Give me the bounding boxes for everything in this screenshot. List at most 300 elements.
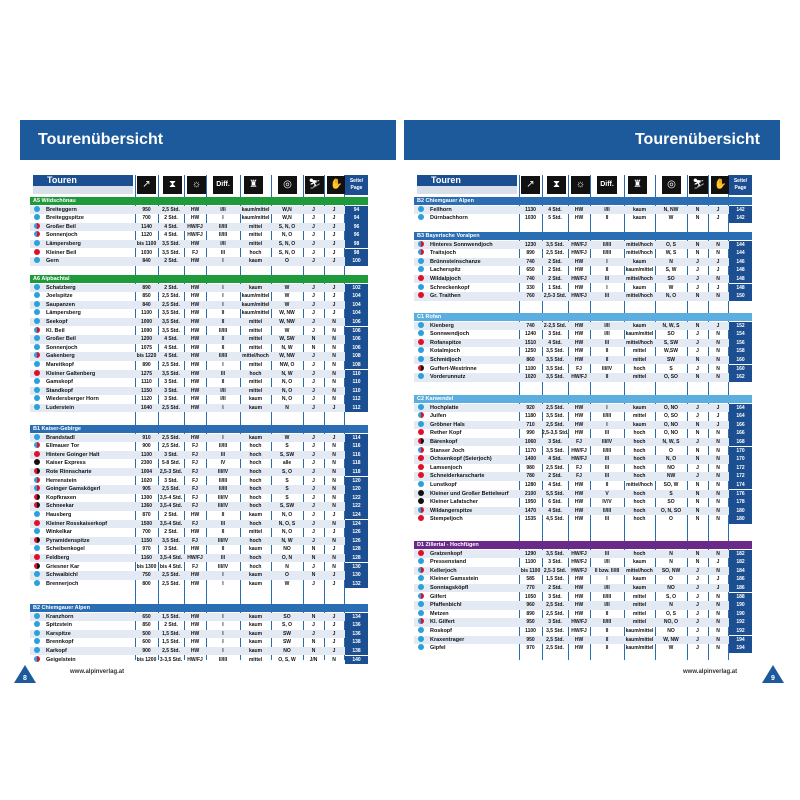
table-row[interactable] [414,284,752,293]
table-row[interactable] [30,327,368,336]
page-title-left: Tourenübersicht [38,131,164,148]
table-row[interactable] [30,638,368,647]
table-row[interactable] [414,584,752,593]
page-reference[interactable]: 164 [729,412,752,421]
option-2: J [332,434,336,441]
table-row[interactable] [414,429,752,438]
page-reference[interactable]: 142 [729,214,752,223]
page-reference[interactable]: 152 [729,322,752,331]
exposition: S, O [281,468,292,475]
tour-name: Griesner Kar [46,563,80,570]
page-reference[interactable]: 146 [729,258,752,267]
table-row[interactable] [414,575,752,584]
option-1: J [696,464,699,471]
table-row[interactable] [30,494,368,503]
difficulty: II [605,636,609,643]
table-row[interactable] [30,335,368,344]
option-2: N [716,516,720,523]
page-reference[interactable]: 94 [345,206,368,215]
table-row[interactable] [30,656,368,665]
table-row[interactable] [414,481,752,490]
option-2: J [332,240,336,247]
page-reference[interactable]: 102 [345,284,368,293]
option-2: N [332,451,336,458]
page-reference[interactable]: 94 [345,214,368,223]
page-reference[interactable]: 100 [345,257,368,266]
page-reference[interactable]: 174 [729,481,752,490]
table-row[interactable] [30,214,368,223]
page-reference[interactable]: 98 [345,240,368,249]
table-row[interactable] [30,240,368,249]
table-row[interactable] [414,356,752,365]
page-reference[interactable]: 192 [729,618,752,627]
exposition: S, SW [663,339,679,346]
tour-name: Sonntagsköpfl [430,584,469,591]
table-row[interactable] [414,421,752,430]
exposition: O [669,516,673,523]
tour-type: HW [574,584,584,591]
red-black-difficulty-dot-icon [34,468,40,474]
table-row[interactable] [414,507,752,516]
difficulty: I [222,580,224,587]
altitude: 980 [526,464,535,471]
page-reference[interactable]: 136 [345,630,368,639]
table-row[interactable] [30,563,368,572]
option-2: J [716,421,720,428]
blue-red-difficulty-dot-icon [34,442,40,448]
table-row[interactable] [414,472,752,481]
option-1: N [695,456,700,463]
table-row[interactable] [30,554,368,563]
page-reference[interactable]: 160 [729,356,752,365]
option-2: N [716,438,720,445]
table-row[interactable] [414,455,752,464]
table-row[interactable] [414,292,752,301]
difficulty: III [220,520,226,527]
altitude: 1020 [524,374,537,381]
page-reference[interactable]: 186 [729,575,752,584]
table-row[interactable] [30,571,368,580]
blue-difficulty-dot-icon [34,387,40,393]
table-row[interactable] [30,352,368,361]
blue-difficulty-dot-icon [34,647,40,653]
table-row[interactable] [30,459,368,468]
page-reference[interactable]: 130 [345,571,368,580]
page-reference[interactable]: 168 [729,438,752,447]
table-row[interactable] [30,292,368,301]
exposition: SO [667,331,675,338]
table-row[interactable] [414,214,752,223]
exposition: W [668,284,674,291]
page-reference[interactable]: 104 [345,292,368,301]
table-row[interactable] [30,387,368,396]
difficulty: I/II [220,387,226,394]
table-row[interactable] [30,528,368,537]
page-reference[interactable]: 116 [345,451,368,460]
table-row[interactable] [30,630,368,639]
page-reference[interactable]: 140 [345,656,368,665]
page-reference[interactable]: 118 [345,468,368,477]
option-1: J [312,451,315,458]
avalanche-risk: kaum [632,559,647,566]
table-row[interactable] [414,241,752,250]
page-reference[interactable]: 182 [729,558,752,567]
table-row[interactable] [30,613,368,622]
page-reference[interactable]: 98 [345,249,368,258]
difficulty: II/III [218,327,228,334]
option-2: N [716,293,720,300]
ascent-time: 5-8 Std. [161,460,181,467]
page-reference[interactable]: 110 [345,370,368,379]
tours-table-right [414,175,752,660]
page-reference[interactable]: 120 [345,485,368,494]
table-row[interactable] [414,266,752,275]
table-row[interactable] [30,370,368,379]
blue-red-difficulty-dot-icon [418,567,424,573]
page-reference[interactable]: 180 [729,507,752,516]
difficulty: III [604,293,610,300]
table-row[interactable] [414,558,752,567]
page-reference[interactable]: 164 [729,404,752,413]
tour-type: HW [190,511,200,518]
table-row[interactable] [30,404,368,413]
difficulty: V [605,490,609,497]
ascent-time: 4 Std. [548,339,562,346]
exposition: N, O [665,293,677,300]
avalanche-risk: hoch [633,473,646,480]
option-1: J [312,460,315,467]
red-difficulty-dot-icon [418,292,424,298]
page-reference[interactable]: 154 [729,330,752,339]
altitude: 1050 [524,593,537,600]
page-reference[interactable]: 120 [345,477,368,486]
difficulty: III [604,339,610,346]
exposition: NO, O [663,619,679,626]
page-reference[interactable]: 142 [729,206,752,215]
page-reference[interactable]: 96 [345,231,368,240]
table-row[interactable] [30,485,368,494]
tour-type: FJ [192,477,198,484]
table-row[interactable] [414,644,752,653]
difficulty: I [222,639,224,646]
table-row[interactable] [414,206,752,215]
table-row[interactable] [414,249,752,258]
option-1: N [695,481,700,488]
exposition: W,SW [664,348,678,355]
option-2: N [332,379,336,386]
table-row[interactable] [414,339,752,348]
website-link-right[interactable]: www.alpinverlag.at [683,669,738,675]
table-row[interactable] [414,636,752,645]
avalanche-risk: kaum/mittel [241,301,270,308]
table-row[interactable] [30,520,368,529]
red-difficulty-dot-icon [418,455,424,461]
page-reference[interactable]: 112 [345,395,368,404]
table-row[interactable] [30,502,368,511]
table-row[interactable] [414,412,752,421]
page-reference[interactable]: 166 [729,429,752,438]
table-row[interactable] [414,447,752,456]
table-row[interactable] [414,627,752,636]
page-reference[interactable]: 158 [729,347,752,356]
table-row[interactable] [30,395,368,404]
option-2: N [332,486,336,493]
table-row[interactable] [414,275,752,284]
option-1: N [311,336,316,343]
ascent-time: 2,5 Std. [546,250,564,257]
blue-difficulty-dot-icon [418,644,424,650]
table-row[interactable] [30,442,368,451]
table-row[interactable] [30,223,368,232]
exposition: W [668,215,674,222]
table-row[interactable] [414,610,752,619]
ascent-time: 3 Std. [164,396,178,403]
option-2: N [716,365,720,372]
table-row[interactable] [414,322,752,331]
table-row[interactable] [414,365,752,374]
page-reference[interactable]: 96 [345,223,368,232]
page-reference[interactable]: 106 [345,318,368,327]
page-reference[interactable]: 180 [729,515,752,524]
page-reference[interactable]: 122 [345,502,368,511]
ascent-time: 1 Std. [548,284,562,291]
tour-name: Kellerjoch [430,567,457,574]
difficulty: I [222,572,224,579]
avalanche-risk: kaum [248,434,263,441]
page-reference[interactable]: 124 [345,511,368,520]
ascent-time: 3,5 Std. [162,537,180,544]
option-2: N [332,387,336,394]
table-row[interactable] [30,434,368,443]
option-1: N [695,421,700,428]
page-reference[interactable]: 172 [729,464,752,473]
option-1: J [696,413,699,420]
table-row[interactable] [30,309,368,318]
option-2: N [716,456,720,463]
altitude: 1360 [140,503,153,510]
page-reference[interactable]: 190 [729,601,752,610]
page-reference[interactable]: 122 [345,494,368,503]
page-reference[interactable]: 150 [729,292,752,301]
tour-name: Juifen [430,413,447,420]
avalanche-risk: mittel [248,379,263,386]
page-reference[interactable]: 192 [729,627,752,636]
table-row[interactable] [30,231,368,240]
table-row[interactable] [414,464,752,473]
table-row[interactable] [30,537,368,546]
table-row[interactable] [30,511,368,520]
page-reference[interactable]: 184 [729,567,752,576]
page-reference[interactable]: 166 [729,421,752,430]
table-row[interactable] [414,258,752,267]
difficulty: III [604,516,610,523]
blue-difficulty-dot-icon [34,511,40,517]
difficulty: I [222,647,224,654]
tour-type: HW [190,336,200,343]
ascent-time-icon: ⧗ [163,176,182,194]
avalanche-risk: hoch [249,477,262,484]
red-difficulty-dot-icon [418,550,424,556]
table-row[interactable] [30,477,368,486]
table-row[interactable] [30,621,368,630]
page-reference[interactable]: 104 [345,301,368,310]
altitude: 1120 [141,396,152,403]
table-row[interactable] [30,301,368,310]
table-row[interactable] [414,404,752,413]
altitude: 1300 [140,494,153,501]
page-reference[interactable]: 186 [729,584,752,593]
exposition: W,N [282,206,292,213]
page-reference[interactable]: 194 [729,636,752,645]
page-reference[interactable]: 160 [729,365,752,374]
tour-name: Feldberg [46,554,70,561]
exposition: W, NW [279,353,295,360]
table-row[interactable] [414,490,752,499]
page-reference[interactable]: 148 [729,284,752,293]
page-reference[interactable]: 144 [729,241,752,250]
page-reference[interactable]: 124 [345,520,368,529]
table-row[interactable] [30,257,368,266]
blue-difficulty-dot-icon [34,571,40,577]
tour-type: HW [574,593,584,600]
page-reference[interactable]: 182 [729,550,752,559]
table-row[interactable] [414,330,752,339]
table-row[interactable] [414,618,752,627]
avalanche-risk: mittel [248,656,263,663]
page-reference[interactable]: 126 [345,528,368,537]
tour-type: HW [574,267,584,274]
page-reference[interactable]: 108 [345,352,368,361]
option-2: J [332,546,336,553]
page-reference[interactable]: 128 [345,545,368,554]
table-row[interactable] [30,378,368,387]
table-row[interactable] [30,545,368,554]
table-row[interactable] [30,206,368,215]
altitude: 1950 [524,499,537,506]
ascent-time: 2,5 Std. [546,421,564,428]
page-reference[interactable]: 130 [345,563,368,572]
exposition: NW [666,473,676,480]
website-link-left[interactable]: www.alpinverlag.at [70,669,125,675]
blue-difficulty-dot-icon [34,395,40,401]
exposition: W [668,645,674,652]
page-reference[interactable]: 106 [345,344,368,353]
page-reference[interactable]: 104 [345,309,368,318]
page-reference[interactable]: 194 [729,644,752,653]
table-row[interactable] [414,601,752,610]
avalanche-risk: hoch [249,503,262,510]
page-reference[interactable]: 148 [729,275,752,284]
table-row[interactable] [30,468,368,477]
table-row[interactable] [414,373,752,382]
page-reference[interactable]: 114 [345,434,368,443]
table-row[interactable] [414,593,752,602]
page-reference[interactable]: 118 [345,459,368,468]
tour-type: HW/FJ [571,619,587,626]
avalanche-risk: kaum/mittel [241,206,270,213]
page-reference[interactable]: 156 [729,339,752,348]
blue-difficulty-dot-icon [418,584,424,590]
page-reference[interactable]: 188 [729,593,752,602]
table-row[interactable] [414,498,752,507]
avalanche-risk: kaum [248,639,263,646]
option-1: J [696,258,699,265]
table-row[interactable] [30,318,368,327]
page-reference[interactable]: 110 [345,378,368,387]
exposition: O [285,258,289,265]
table-row[interactable] [414,567,752,576]
page-reference[interactable]: 172 [729,472,752,481]
table-row[interactable] [30,647,368,656]
altitude: 960 [526,602,535,609]
exposition: N, O [281,232,293,239]
page-reference[interactable]: 126 [345,537,368,546]
table-row[interactable] [30,284,368,293]
section-header: B2 Chiemgauer Alpen [30,604,368,612]
page-reference[interactable]: 132 [345,580,368,589]
page-reference[interactable]: 144 [729,249,752,258]
exposition: S [285,486,289,493]
tour-type: HW [574,636,584,643]
page-reference[interactable]: 190 [729,610,752,619]
page-reference[interactable]: 170 [729,455,752,464]
altitude: 1510 [524,339,537,346]
tour-name: Gilfert [430,593,447,600]
page-reference[interactable]: 108 [345,361,368,370]
table-row[interactable] [414,347,752,356]
table-row[interactable] [30,344,368,353]
altitude: bis 1100 [520,567,541,574]
red-black-difficulty-dot-icon [34,494,40,500]
option-1: J [312,301,315,308]
page-reference[interactable]: 162 [729,373,752,382]
difficulty: I/II [604,331,610,338]
page-reference[interactable]: 106 [345,327,368,336]
page-reference[interactable]: 178 [729,498,752,507]
table-row[interactable] [30,249,368,258]
avalanche-risk: kaum [632,322,647,329]
page-reference[interactable]: 110 [345,387,368,396]
page-reference[interactable]: 106 [345,335,368,344]
page-reference[interactable]: 112 [345,404,368,413]
page-reference[interactable]: 170 [729,447,752,456]
option-2: N [716,473,720,480]
table-row[interactable] [30,361,368,370]
tour-type: HW [574,348,584,355]
table-row[interactable] [30,580,368,589]
ascent-time: 2,5 Std. [162,434,180,441]
tour-type: HW [190,293,200,300]
avalanche-risk: kaum [248,284,263,291]
page-reference[interactable]: 176 [729,490,752,499]
page-reference[interactable]: 116 [345,442,368,451]
page-reference[interactable]: 136 [345,621,368,630]
tour-name: Brennkopf [46,639,74,646]
page-reference[interactable]: 128 [345,554,368,563]
ascent-time: 2,5 Std. [162,443,180,450]
page-reference[interactable]: 138 [345,638,368,647]
table-row[interactable] [414,550,752,559]
option-1: J [312,511,315,518]
table-row[interactable] [414,438,752,447]
page-reference[interactable]: 148 [729,266,752,275]
altitude: 1400 [524,456,537,463]
table-row[interactable] [414,515,752,524]
page-reference[interactable]: 138 [345,647,368,656]
page-reference[interactable]: 134 [345,613,368,622]
table-row[interactable] [30,451,368,460]
ski-icon: ⛷ [305,176,324,194]
